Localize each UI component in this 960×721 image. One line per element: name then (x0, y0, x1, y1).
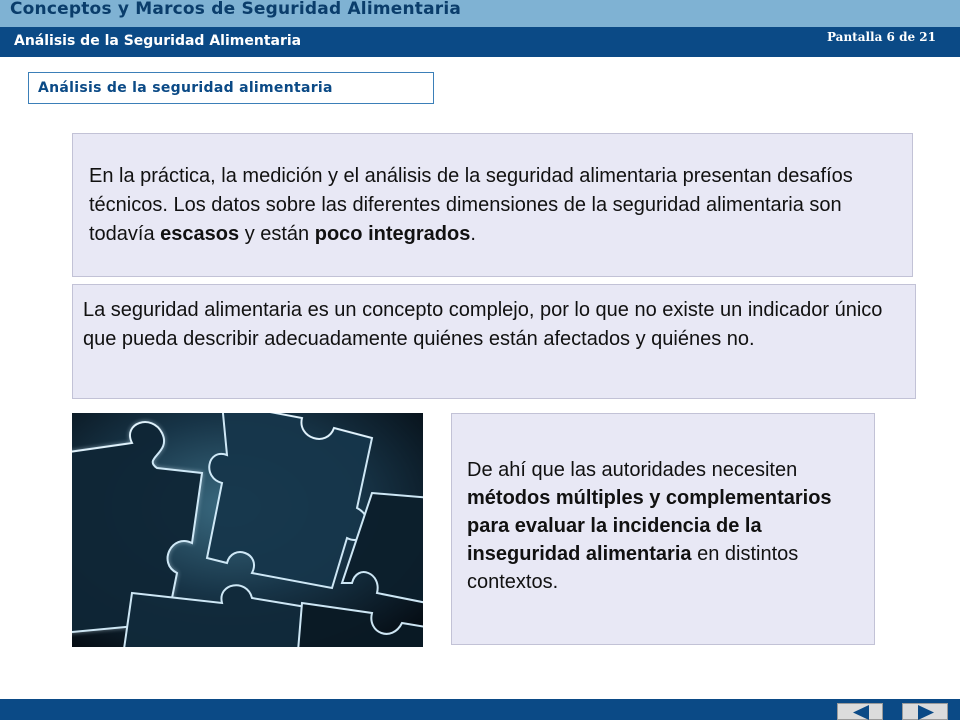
intro-text: En la práctica, la medición y el análisis de la seguridad alimentaria presentan desafíos técnicos. Los datos sobre las diferentes dimensiones de la seguridad alimentaria son todavía (89, 165, 853, 245)
concept-panel (72, 284, 916, 399)
concept-paragraph: La seguridad alimentaria es un concepto complejo, por lo que no existe un indicador único que pueda describir adecuadamente quiénes están afectados y quiénes no. (83, 299, 883, 350)
intro-paragraph (89, 162, 896, 249)
section-label-text: Análisis de la seguridad alimentaria (38, 80, 333, 96)
course-header (0, 0, 960, 27)
previous-button[interactable] (837, 703, 883, 720)
module-header (0, 27, 960, 57)
intro-emphasis-integrated: poco integrados (314, 223, 471, 245)
module-title: Análisis de la Seguridad Alimentaria (14, 33, 302, 49)
intro-emphasis-scarce: escasos (160, 223, 240, 245)
conclusion-panel (451, 413, 875, 645)
course-title: Conceptos y Marcos de Seguridad Alimentaria (10, 0, 462, 19)
footer-bar (0, 699, 960, 720)
arrow-left-icon (838, 704, 884, 721)
puzzle-image (72, 413, 423, 647)
screen-counter: Pantalla 6 de 21 (826, 30, 936, 44)
conclusion-paragraph (467, 456, 862, 596)
conclusion-emphasis: métodos múltiples y complementarios para evaluar la incidencia de la inseguridad alimentaria (467, 487, 832, 565)
arrow-right-icon (903, 704, 949, 721)
intro-text-2: y están (239, 223, 315, 245)
intro-text-3: . (470, 223, 476, 245)
conclusion-text-2: en distintos contextos. (467, 543, 799, 593)
next-button[interactable] (902, 703, 948, 720)
conclusion-text: De ahí que las autoridades necesiten (467, 459, 798, 481)
section-label (28, 72, 434, 104)
intro-panel (72, 133, 913, 277)
